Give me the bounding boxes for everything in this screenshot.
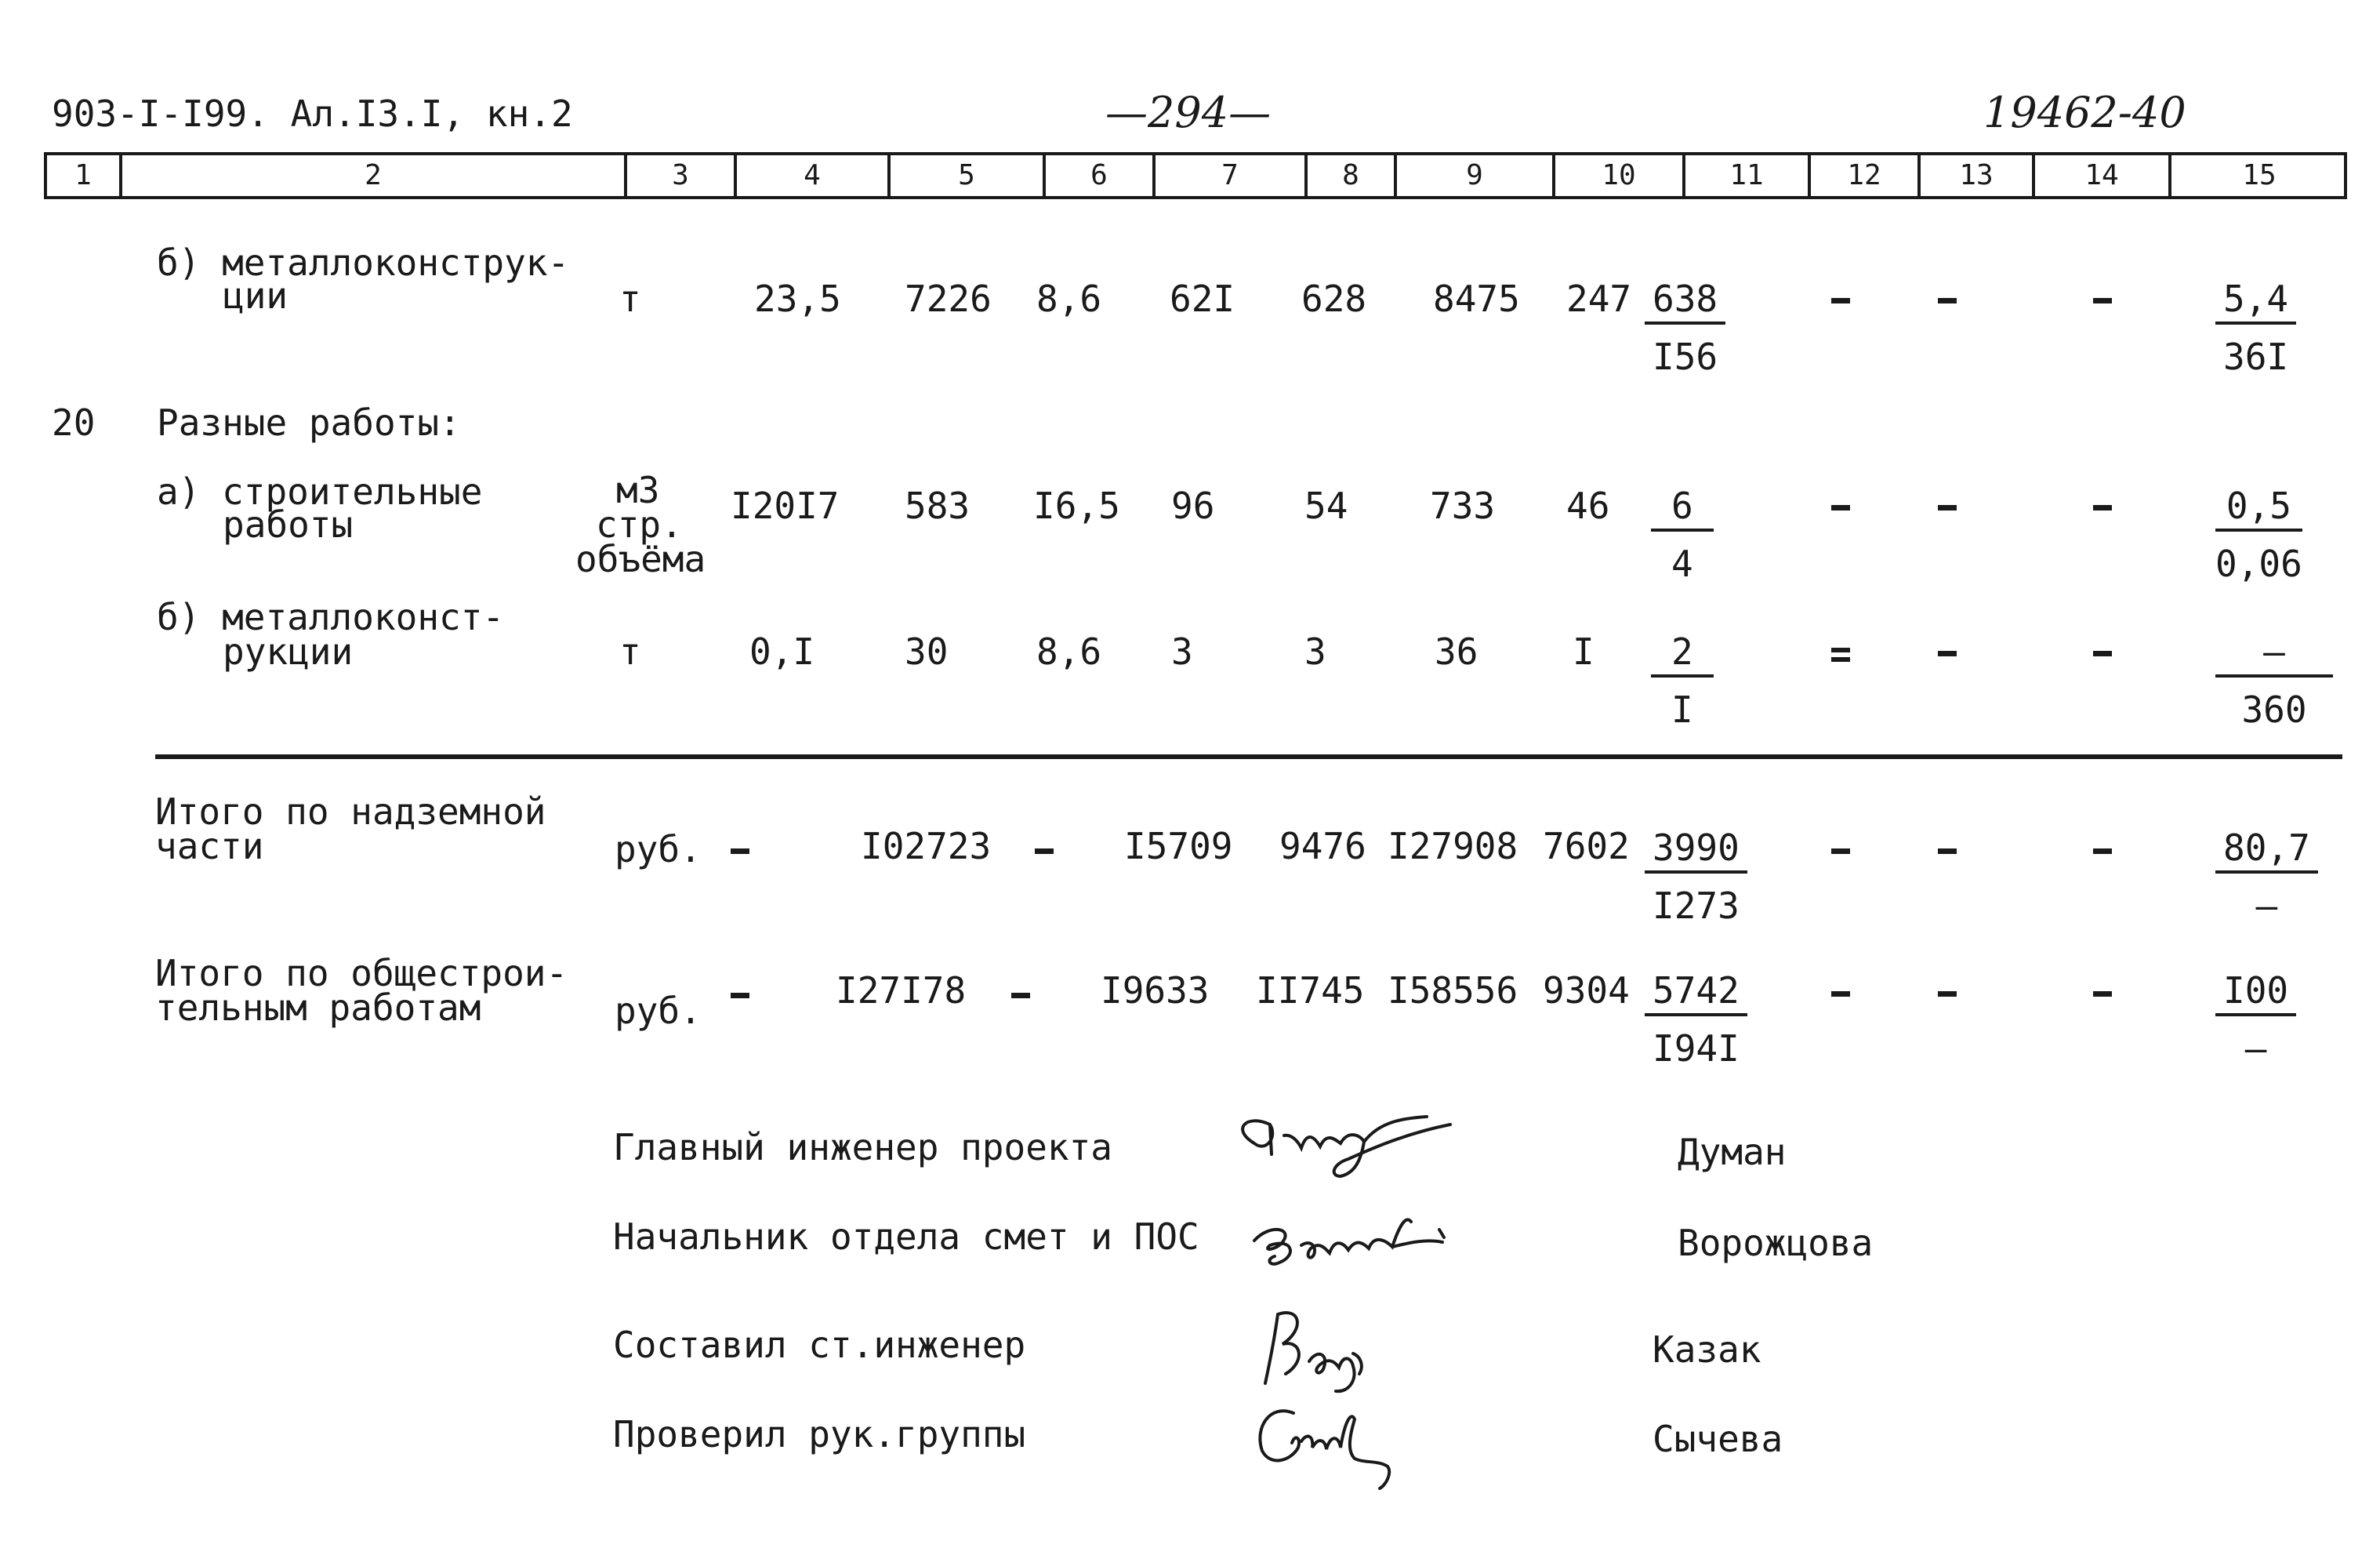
signature-role: Начальник отдела смет и ПОС <box>613 1215 1199 1258</box>
handwritten-signature-4 <box>1246 1388 1435 1490</box>
section-title: Разные работы: <box>157 401 461 444</box>
fraction-numerator: 5,4 <box>2215 281 2296 325</box>
dash-mark <box>1938 651 1957 656</box>
dash-mark <box>731 993 749 998</box>
fraction-denominator: – <box>2244 1027 2267 1070</box>
column-header: 7 <box>1152 155 1304 196</box>
section-number: 20 <box>52 401 96 444</box>
value-cell: II745 <box>1256 969 1365 1012</box>
dash-mark <box>2093 298 2112 303</box>
signature-role: Составил ст.инженер <box>613 1324 1026 1366</box>
dash-mark <box>1035 848 1054 854</box>
item-name-line: б) металлоконст- <box>157 596 505 638</box>
dash-mark <box>1938 991 1957 997</box>
totals-label-line: части <box>155 825 264 867</box>
value-cell: 62I <box>1170 278 1235 320</box>
handwritten-signature-3 <box>1254 1299 1411 1401</box>
column-header: 4 <box>734 155 887 196</box>
column-header: 2 <box>119 155 624 196</box>
item-name-line: работы <box>223 503 354 546</box>
fraction-cell <box>1645 969 1747 1070</box>
column-header: 3 <box>624 155 734 196</box>
unit-cell: объёма <box>575 538 706 580</box>
value-cell: I <box>1573 630 1595 673</box>
document-code: 903-I-I99. Ал.I3.I, кн.2 <box>52 93 573 135</box>
value-cell: 7602 <box>1543 825 1630 867</box>
fraction-denominator: 4 <box>1671 543 1693 585</box>
unit-cell: т <box>619 278 641 320</box>
fraction-cell <box>1645 827 1747 927</box>
column-header: 11 <box>1682 155 1808 196</box>
column-header: 5 <box>887 155 1043 196</box>
value-cell: 733 <box>1430 485 1496 527</box>
column-header: 6 <box>1043 155 1152 196</box>
value-cell: I5709 <box>1124 825 1233 867</box>
fraction-denominator: I56 <box>1653 336 1718 378</box>
fraction-cell <box>1651 485 1714 585</box>
fraction-denominator: 360 <box>2241 689 2307 731</box>
section-divider <box>155 754 2342 759</box>
value-cell: 8475 <box>1433 278 1520 320</box>
signature-name: Казак <box>1653 1328 1761 1371</box>
fraction-denominator: 0,06 <box>2215 543 2302 585</box>
archive-stamp: 19462-40 <box>1983 88 2186 137</box>
value-cell: 36 <box>1435 630 1478 673</box>
fraction-numerator: 6 <box>1651 488 1714 532</box>
dash-mark <box>1011 993 1030 998</box>
dash-mark <box>1938 298 1957 303</box>
dash-mark <box>2093 505 2112 510</box>
value-cell: I9633 <box>1101 969 1210 1012</box>
fraction-cell <box>2215 630 2333 731</box>
dash-mark <box>2093 651 2112 656</box>
value-cell: 8,6 <box>1036 278 1102 320</box>
value-cell: 3 <box>1304 630 1326 673</box>
value-cell: I02723 <box>861 825 992 867</box>
fraction-numerator: 80,7 <box>2215 830 2318 874</box>
column-header: 15 <box>2168 155 2347 196</box>
column-header-row <box>44 152 2347 199</box>
fraction-numerator: – <box>2215 634 2333 678</box>
signature-role: Главный инженер проекта <box>613 1126 1112 1168</box>
totals-label-line: Итого по надземной <box>155 790 546 833</box>
handwritten-signature-1 <box>1223 1098 1521 1184</box>
signature-name: Сычева <box>1653 1418 1783 1460</box>
column-header: 12 <box>1808 155 1917 196</box>
value-cell: 96 <box>1171 485 1215 527</box>
item-name-line: б) металлоконструк- <box>157 242 570 284</box>
dash-mark <box>1831 505 1850 510</box>
column-header: 10 <box>1552 155 1682 196</box>
value-cell: 628 <box>1301 278 1367 320</box>
column-header: 13 <box>1917 155 2032 196</box>
fraction-cell <box>2215 969 2296 1070</box>
dash-mark <box>1938 848 1957 854</box>
value-cell: 3 <box>1171 630 1193 673</box>
value-cell: 7226 <box>905 278 992 320</box>
signature-name: Ворожцова <box>1678 1222 1874 1264</box>
dash-mark <box>1938 505 1957 510</box>
dash-mark <box>731 848 749 854</box>
value-cell: 9476 <box>1279 825 1366 867</box>
value-cell: I20I7 <box>731 485 840 527</box>
fraction-cell <box>2215 485 2302 585</box>
value-cell: 54 <box>1304 485 1348 527</box>
unit-cell: м3 <box>616 469 660 511</box>
column-header: 8 <box>1304 155 1394 196</box>
value-cell: 30 <box>905 630 949 673</box>
fraction-numerator: I00 <box>2215 972 2296 1016</box>
fraction-numerator: 5742 <box>1645 972 1747 1016</box>
equals-mark <box>1831 648 1850 662</box>
unit-cell: руб. <box>615 828 702 870</box>
fraction-denominator: 36I <box>2223 336 2289 378</box>
fraction-denominator: I273 <box>1653 885 1740 927</box>
dash-mark <box>1831 991 1850 997</box>
dash-mark <box>2093 848 2112 854</box>
value-cell: I27I78 <box>836 969 967 1012</box>
column-header: 14 <box>2032 155 2168 196</box>
dash-mark <box>1831 848 1850 854</box>
fraction-cell <box>2215 827 2318 927</box>
fraction-numerator: 3990 <box>1645 830 1747 874</box>
value-cell: 8,6 <box>1036 630 1102 673</box>
value-cell: 247 <box>1566 278 1632 320</box>
unit-cell: руб. <box>615 990 702 1032</box>
signature-name: Думан <box>1678 1131 1787 1173</box>
value-cell: 23,5 <box>754 278 841 320</box>
handwritten-signature-2 <box>1239 1200 1536 1286</box>
fraction-cell <box>1645 278 1725 378</box>
totals-label-line: Итого по общестрои- <box>155 952 568 994</box>
fraction-numerator: 638 <box>1645 281 1725 325</box>
value-cell: 46 <box>1566 485 1610 527</box>
fraction-numerator: 0,5 <box>2215 488 2302 532</box>
unit-cell: т <box>619 630 641 673</box>
item-name-line: а) строительные <box>157 471 483 513</box>
fraction-numerator: 2 <box>1651 634 1714 678</box>
unit-cell: стр. <box>596 503 683 546</box>
column-header: 1 <box>74 159 92 191</box>
fraction-cell <box>1651 630 1714 731</box>
value-cell: I6,5 <box>1033 485 1120 527</box>
totals-label-line: тельным работам <box>155 986 481 1029</box>
value-cell: 583 <box>905 485 971 527</box>
signature-role: Проверил рук.группы <box>613 1413 1026 1455</box>
value-cell: I58556 <box>1388 969 1518 1012</box>
value-cell: 0,I <box>749 630 815 673</box>
item-name-line: ции <box>223 274 288 317</box>
fraction-denominator: I94I <box>1653 1027 1740 1070</box>
dash-mark <box>1831 298 1850 303</box>
item-name-line: рукции <box>223 630 354 673</box>
page-number: —294— <box>1105 88 1272 137</box>
fraction-denominator: I <box>1671 689 1693 731</box>
fraction-cell <box>2215 278 2296 378</box>
value-cell: 9304 <box>1543 969 1630 1012</box>
dash-mark <box>2093 991 2112 997</box>
value-cell: I27908 <box>1388 825 1518 867</box>
column-header: 9 <box>1394 155 1552 196</box>
fraction-denominator: – <box>2255 885 2278 927</box>
